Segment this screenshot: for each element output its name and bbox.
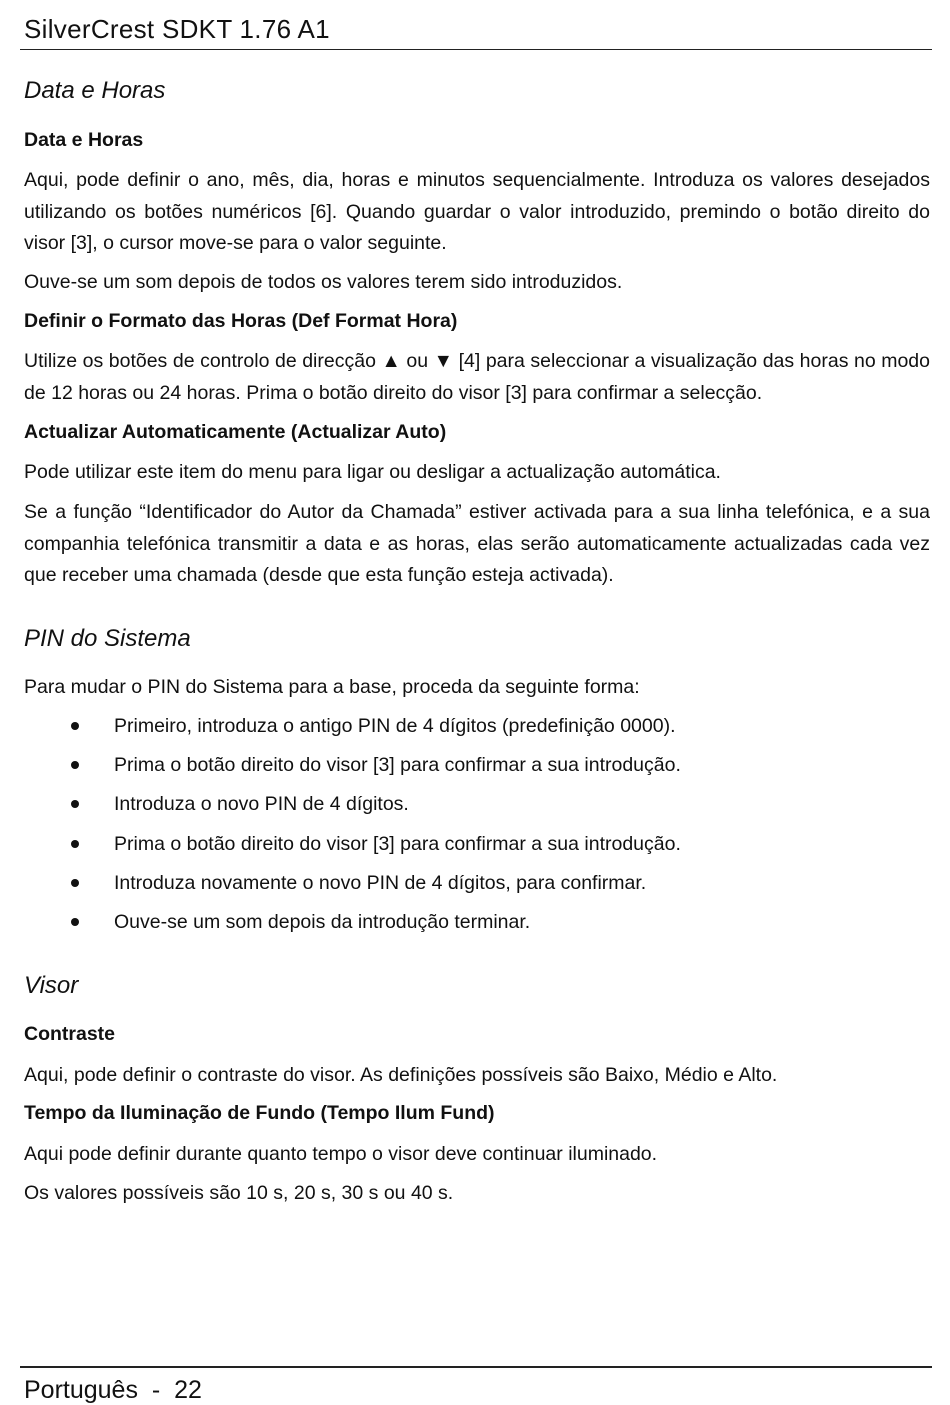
paragraph-actualizar-auto-2: Se a função “Identificador do Autor da Chamada” estiver activada para a sua linha telefónica, e a sua companhia telefónica transmitir a data e as horas, elas serão automaticamente actualizadas cada vez que receber uma chamada (desde que esta função esteja activada).	[24, 501, 930, 586]
list-item-text: Prima o botão direito do visor [3] para confirmar a sua introdução.	[114, 832, 681, 855]
subheading-actualizar-auto: Actualizar Automaticamente (Actualizar Auto)	[24, 421, 447, 443]
section-title-visor: Visor	[24, 972, 79, 999]
page-footer-label: Português - 22	[24, 1376, 202, 1404]
paragraph-pin-intro: Para mudar o PIN do Sistema para a base, proceda da seguinte forma:	[24, 676, 640, 698]
bullet-icon	[71, 761, 79, 769]
bullet-icon	[71, 918, 79, 926]
bullet-icon	[71, 722, 79, 730]
list-item	[24, 788, 930, 827]
paragraph-iluminacao-2: Os valores possíveis são 10 s, 20 s, 30 s ou 40 s.	[24, 1182, 454, 1204]
paragraph-contraste: Aqui, pode definir o contraste do visor. As definições possíveis são Baixo, Médio e Alto.	[24, 1064, 778, 1086]
page-header-title: SilverCrest SDKT 1.76 A1	[24, 14, 330, 44]
paragraph-data-horas-2: Ouve-se um som depois de todos os valores terem sido introduzidos.	[24, 271, 623, 293]
section-title-pin: PIN do Sistema	[24, 625, 191, 652]
list-item	[24, 867, 930, 906]
subheading-iluminacao: Tempo da Iluminação de Fundo (Tempo Ilum Fund)	[24, 1102, 495, 1124]
paragraph-actualizar-auto-1: Pode utilizar este item do menu para ligar ou desligar a actualização automática.	[24, 461, 721, 483]
list-item	[24, 906, 930, 945]
list-item	[24, 710, 930, 749]
paragraph-format-horas: Utilize os botões de controlo de direcção ▲ ou ▼ [4] para seleccionar a visualização das horas no modo de 12 horas ou 24 horas. Prima o botão direito do visor [3] para confirmar a selecção.	[24, 350, 930, 404]
section-title-data-horas: Data e Horas	[24, 77, 166, 104]
subheading-contraste: Contraste	[24, 1023, 116, 1045]
list-item	[24, 749, 930, 788]
list-item	[24, 828, 930, 867]
footer-rule	[20, 1366, 932, 1368]
list-item-text: Introduza o novo PIN de 4 dígitos.	[114, 793, 409, 816]
header-rule	[20, 49, 932, 50]
bullet-icon	[71, 800, 79, 808]
bullet-icon	[71, 840, 79, 848]
list-item-text: Ouve-se um som depois da introdução terminar.	[114, 910, 531, 933]
bullet-icon	[71, 879, 79, 887]
list-item-text: Primeiro, introduza o antigo PIN de 4 dígitos (predefinição 0000).	[114, 715, 676, 737]
list-item-text: Prima o botão direito do visor [3] para confirmar a sua introdução.	[114, 754, 681, 777]
subheading-data-horas: Data e Horas	[24, 129, 144, 151]
paragraph-data-horas-1: Aqui, pode definir o ano, mês, dia, horas e minutos sequencialmente. Introduza os valores desejados utilizando os botões numéricos [6]. Quando guardar o valor introduzido, premindo o botão direito do visor [3], o cursor move-se para o valor seguinte.	[24, 169, 930, 254]
subheading-format-horas: Definir o Formato das Horas (Def Format Hora)	[24, 310, 458, 332]
list-item-text: Introduza novamente o novo PIN de 4 dígitos, para confirmar.	[114, 871, 647, 894]
pin-steps-list	[24, 710, 930, 945]
paragraph-iluminacao-1: Aqui pode definir durante quanto tempo o visor deve continuar iluminado.	[24, 1143, 658, 1165]
